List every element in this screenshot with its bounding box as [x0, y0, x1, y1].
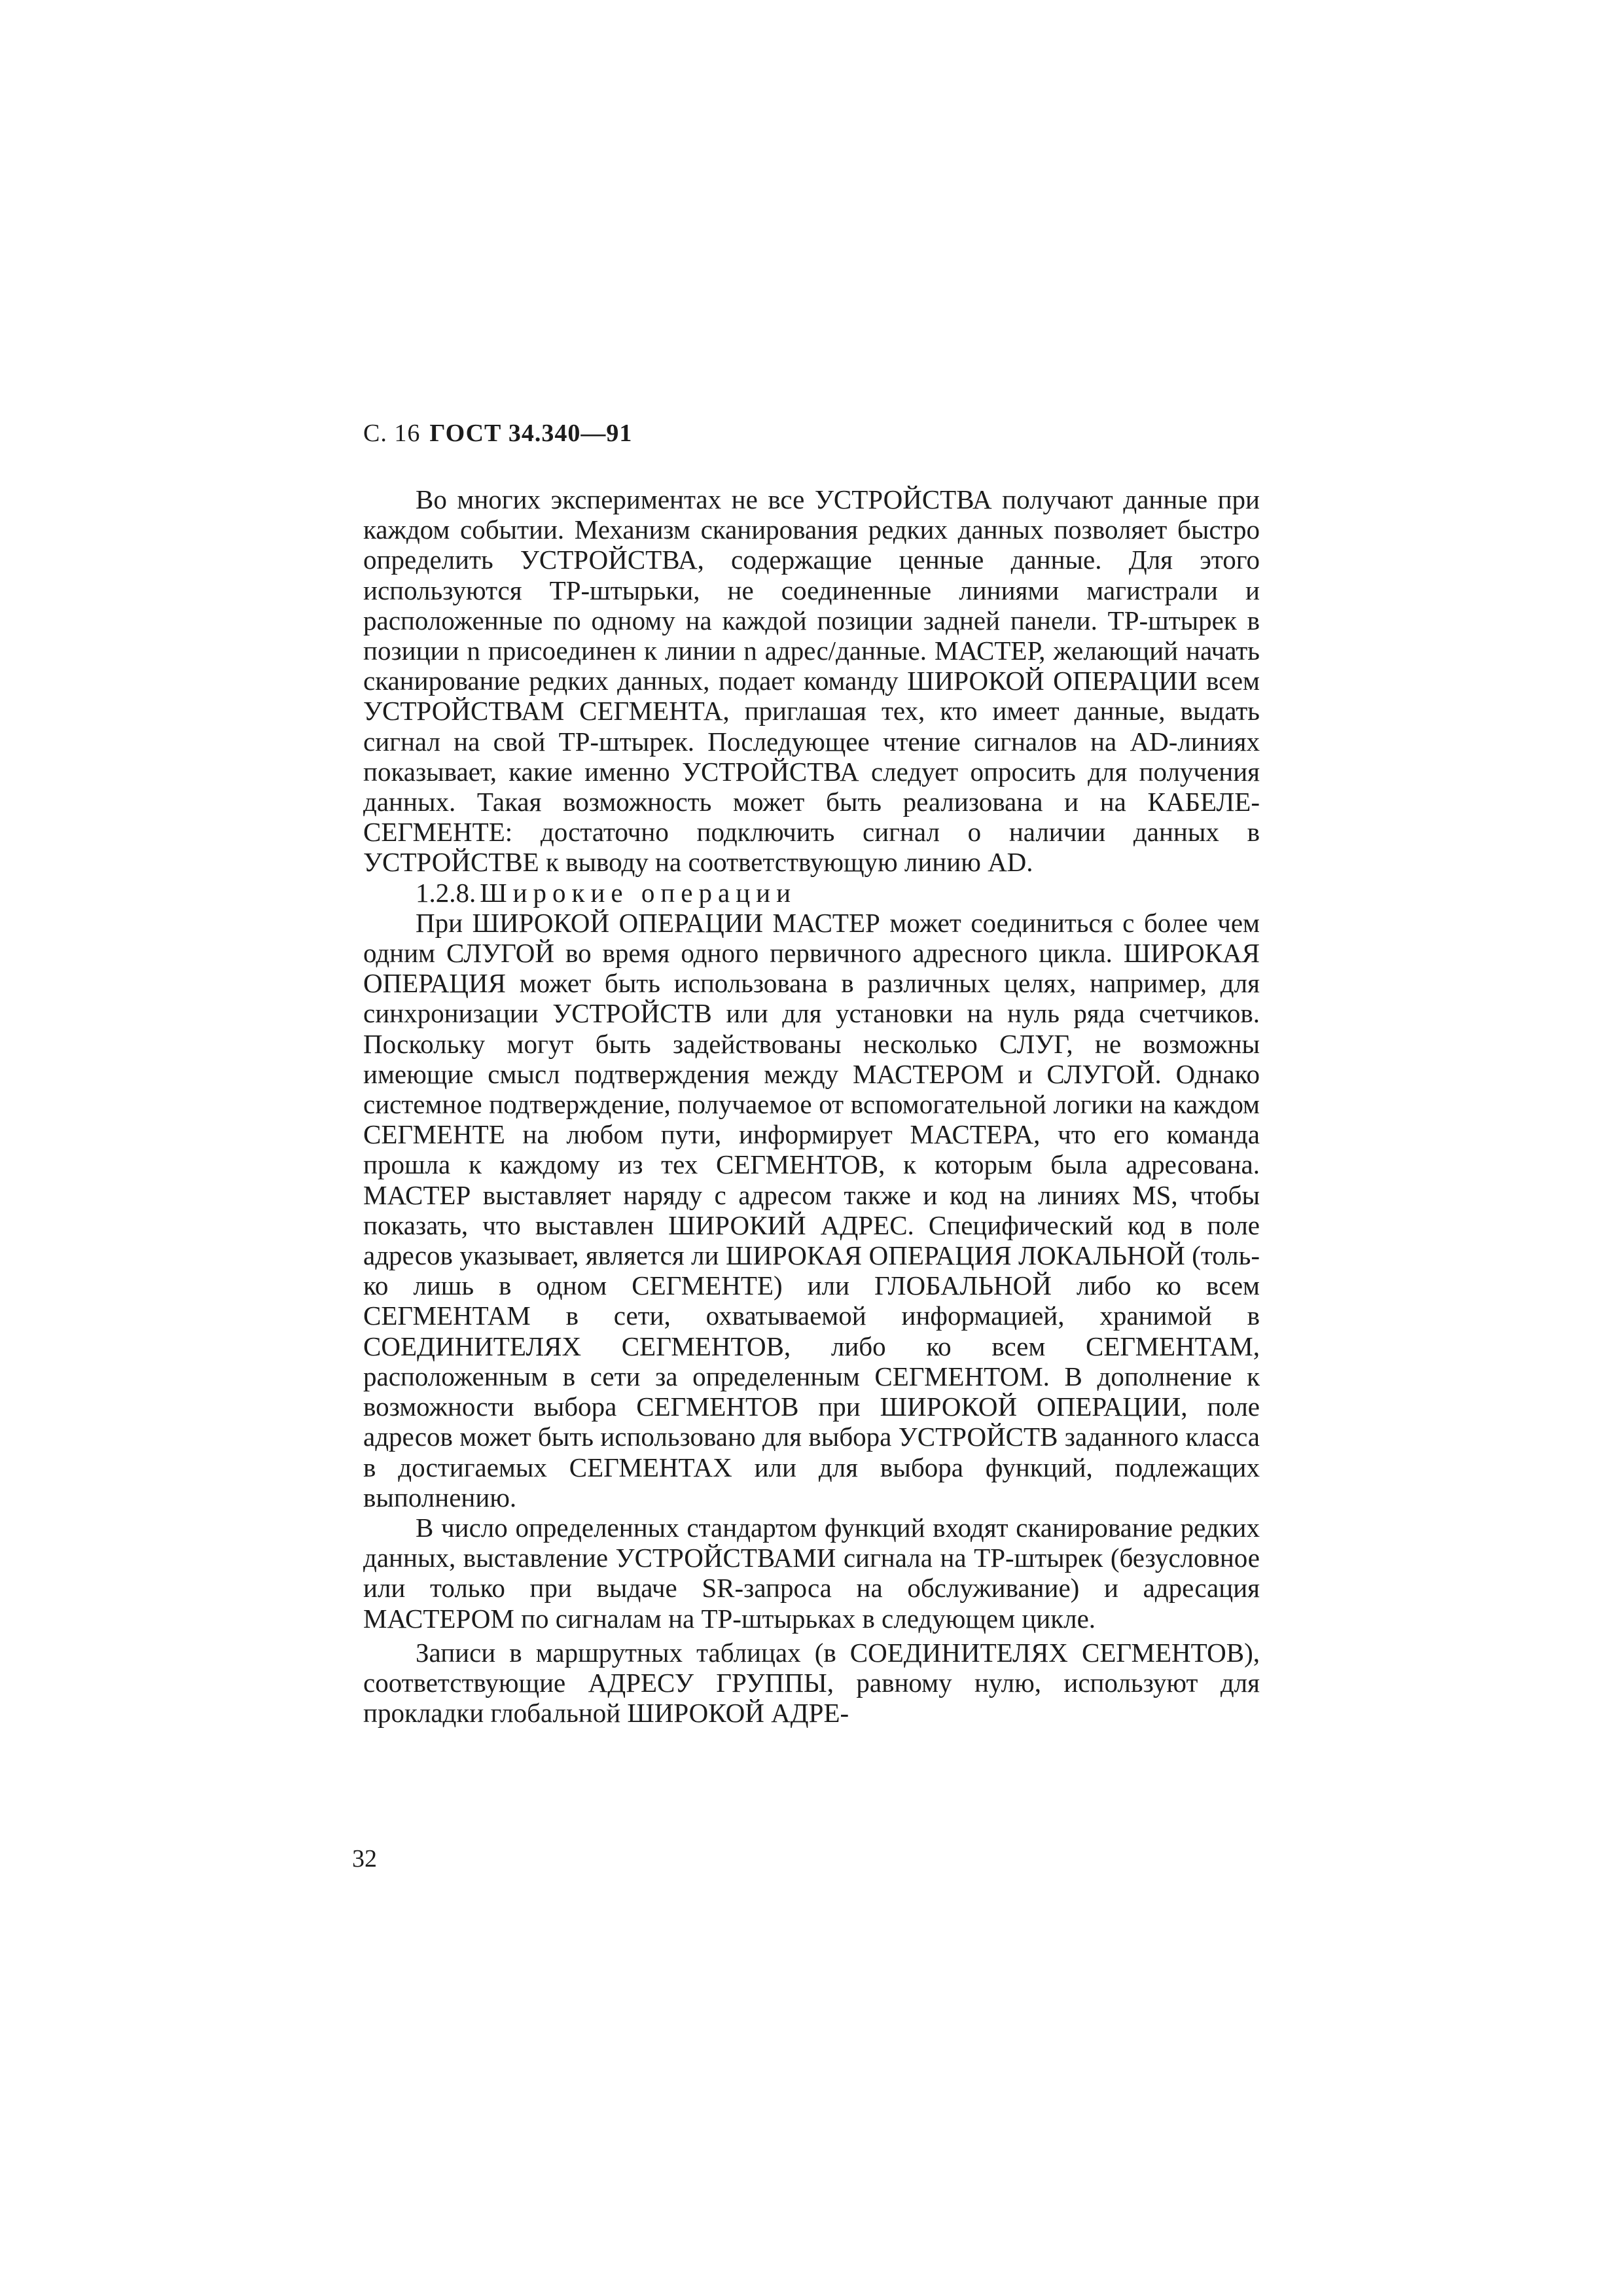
page-header-prefix: С. 16	[363, 420, 421, 447]
body-text	[363, 484, 1260, 1728]
section-heading	[363, 878, 1260, 908]
paragraph-routing-tables: Записи в маршрутных таблицах (в СОЕДИНИТЕЛЯХ СЕГМЕНТОВ), соответствующие АДРЕСУ ГРУППЫ, равному нулю, используют для прокладки глобальной ШИРОКОЙ АДРЕ-	[363, 1637, 1260, 1729]
section-number: 1.2.8.	[416, 877, 476, 908]
paragraph-sparse-data-scan: Во многих экспериментах не все УСТРОЙСТВА получают данные при каждом событии. Механизм сканирования редких данных позволяет быстро определить УСТРОЙСТВА, содержащие ценные данные. Для этого используются ТР-штырьки, не соединенные линиями магистрали и расположенные по одному на каждой позиции задней панели. ТР-штырек в позиции n присоединен к линии n адрес/данные. МАСТЕР, желающий начать сканирование редких данных, подает команду ШИРОКОЙ ОПЕРАЦИИ всем УСТРОЙСТВАМ СЕГМЕНТА, приглашая тех, кто имеет данные, выдать сигнал на свой ТР-штырек. Последующее чтение сигналов на AD-линиях показывает, какие именно УСТРОЙСТВА следует опросить для получения данных. Такая возможность может быть реализована и на КАБЕЛЕ-СЕГМЕНТЕ: достаточно подключить сигнал о наличии данных в УСТРОЙСТВЕ к выводу на соответствующую линию AD.	[363, 484, 1260, 878]
standard-designation: ГОСТ 34.340—91	[429, 420, 633, 447]
page-number: 32	[352, 1845, 377, 1873]
section-title: Широкие операции	[480, 877, 797, 908]
page-header	[363, 419, 632, 448]
paragraph-broadcast-operation: При ШИРОКОЙ ОПЕРАЦИИ МАСТЕР может соединиться с более чем одним СЛУГОЙ во время одного первичного адресного цикла. ШИРОКАЯ ОПЕРАЦИЯ может быть использована в различных целях, например, для синхронизации УСТРОЙСТВ или для установки на нуль ряда счетчиков. Поскольку могут быть задействованы несколько СЛУГ, не возможны имеющие смысл подтверждения между МАСТЕРОМ и СЛУГОЙ. Однако системное подтверждение, получаемое от вспомогательной логики на каждом СЕГМЕНТЕ на любом пути, информирует МАСТЕРА, что его команда прошла к каждому из тех СЕГМЕНТОВ, к которым была адресована. МАСТЕР выставляет наряду с адресом также и код на линиях MS, чтобы показать, что выставлен ШИРОКИЙ АДРЕС. Специфический код в поле адресов указывает, является ли ШИРОКАЯ ОПЕРАЦИЯ ЛОКАЛЬНОЙ (только лишь в одном СЕГМЕНТЕ) или ГЛОБАЛЬНОЙ либо ко всем СЕГМЕНТАМ в сети, охватываемой информацией, хранимой в СОЕДИНИТЕЛЯХ СЕГМЕНТОВ, либо ко всем СЕГМЕНТАМ, расположенным в сети за определенным СЕГМЕНТОМ. В дополнение к возможности выбора СЕГМЕНТОВ при ШИРОКОЙ ОПЕРАЦИИ, поле адресов может быть использовано для выбора УСТРОЙСТВ заданного класса в достигаемых СЕГМЕНТАХ или для выбора функций, подлежащих выполнению.	[363, 907, 1260, 1513]
paragraph-standard-functions: В число определенных стандартом функций входят сканирование редких данных, выставление УСТРОЙСТВАМИ сигнала на ТР-штырек (безусловное или только при выдаче SR-запроса на обслуживание) и адресация МАСТЕРОМ по сигналам на ТР-штырьках в следующем цикле.	[363, 1512, 1260, 1634]
